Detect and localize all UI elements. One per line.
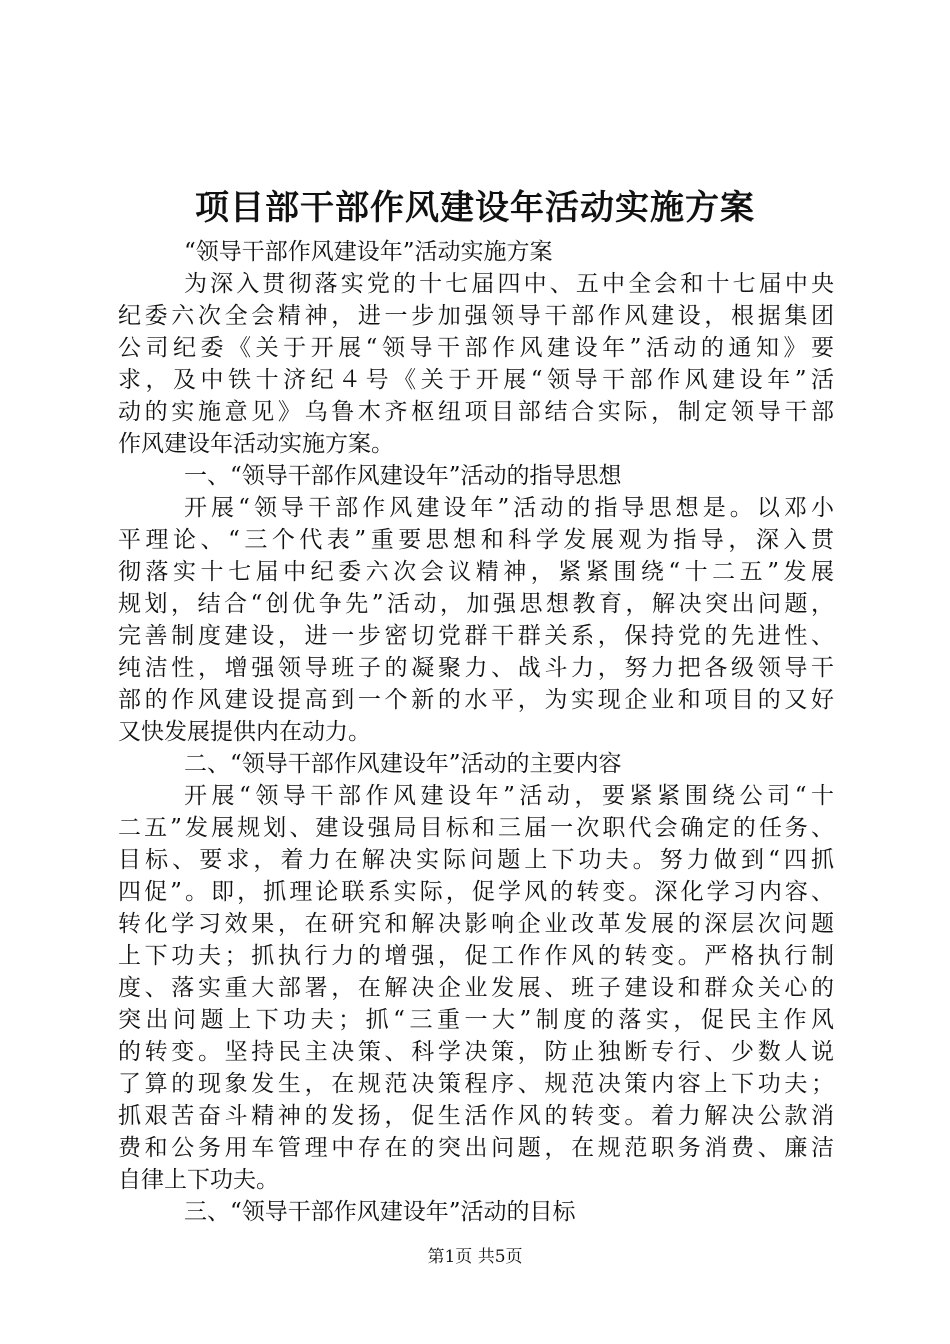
body-text-line: 纯洁性，增强领导班子的凝聚力、战斗力，努力把各级领导干 <box>118 655 834 681</box>
body-text-line: 求，及中铁十济纪４号《关于开展“领导干部作风建设年”活 <box>118 367 834 393</box>
body-text-line: 四促”。即，抓理论联系实际，促学风的转变。深化学习内容、 <box>118 879 834 905</box>
body-text-line: 开展“领导干部作风建设年”活动的指导思想是。以邓小 <box>184 495 834 521</box>
body-text-line: 转化学习效果，在研究和解决影响企业改革发展的深层次问题 <box>118 911 834 937</box>
body-text-line: 完善制度建设，进一步密切党群干群关系，保持党的先进性、 <box>118 623 834 649</box>
body-text-line: 彻落实十七届中纪委六次会议精神，紧紧围绕“十二五”发展 <box>118 559 834 585</box>
body-text-line: 上下功夫；抓执行力的增强，促工作作风的转变。严格执行制 <box>118 943 834 969</box>
body-text-line: 二五”发展规划、建设强局目标和三届一次职代会确定的任务、 <box>118 815 834 841</box>
page-footer: 第1页 共5页 <box>427 1247 523 1267</box>
body-text-line: 费和公务用车管理中存在的突出问题，在规范职务消费、廉洁 <box>118 1135 834 1161</box>
body-text-line: 了算的现象发生，在规范决策程序、规范决策内容上下功夫； <box>118 1071 834 1097</box>
body-text-line: 公司纪委《关于开展“领导干部作风建设年”活动的通知》要 <box>118 335 834 361</box>
body-text-line: 作风建设年活动实施方案。 <box>118 431 394 457</box>
body-text-line: 纪委六次全会精神，进一步加强领导干部作风建设，根据集团 <box>118 303 834 329</box>
body-text-line: 二、“领导干部作风建设年”活动的主要内容 <box>184 751 622 777</box>
body-text-line: 度、落实重大部署，在解决企业发展、班子建设和群众关心的 <box>118 975 834 1001</box>
body-text-line: 规划，结合“创优争先”活动，加强思想教育，解决突出问题， <box>118 591 834 617</box>
body-text-line: 又快发展提供内在动力。 <box>118 719 371 745</box>
body-text-line: “领导干部作风建设年”活动实施方案 <box>184 239 553 265</box>
document-title: 项目部干部作风建设年活动实施方案 <box>195 188 755 228</box>
body-text-line: 抓艰苦奋斗精神的发扬，促生活作风的转变。着力解决公款消 <box>118 1103 834 1129</box>
body-text-line: 开展“领导干部作风建设年”活动，要紧紧围绕公司“十 <box>184 783 834 809</box>
body-text-line: 的转变。坚持民主决策、科学决策，防止独断专行、少数人说 <box>118 1039 834 1065</box>
body-text-line: 为深入贯彻落实党的十七届四中、五中全会和十七届中央 <box>184 271 834 297</box>
body-text-line: 一、“领导干部作风建设年”活动的指导思想 <box>184 463 622 489</box>
body-text-line: 目标、要求，着力在解决实际问题上下功夫。努力做到“四抓 <box>118 847 834 873</box>
body-text-line: 自律上下功夫。 <box>118 1167 279 1193</box>
body-text-line: 平理论、“三个代表”重要思想和科学发展观为指导，深入贯 <box>118 527 834 553</box>
body-text-line: 三、“领导干部作风建设年”活动的目标 <box>184 1199 576 1225</box>
body-text-line: 动的实施意见》乌鲁木齐枢纽项目部结合实际，制定领导干部 <box>118 399 834 425</box>
document-body <box>118 236 834 1228</box>
body-text-line: 突出问题上下功夫；抓“三重一大”制度的落实，促民主作风 <box>118 1007 834 1033</box>
body-text-line: 部的作风建设提高到一个新的水平，为实现企业和项目的又好 <box>118 687 834 713</box>
